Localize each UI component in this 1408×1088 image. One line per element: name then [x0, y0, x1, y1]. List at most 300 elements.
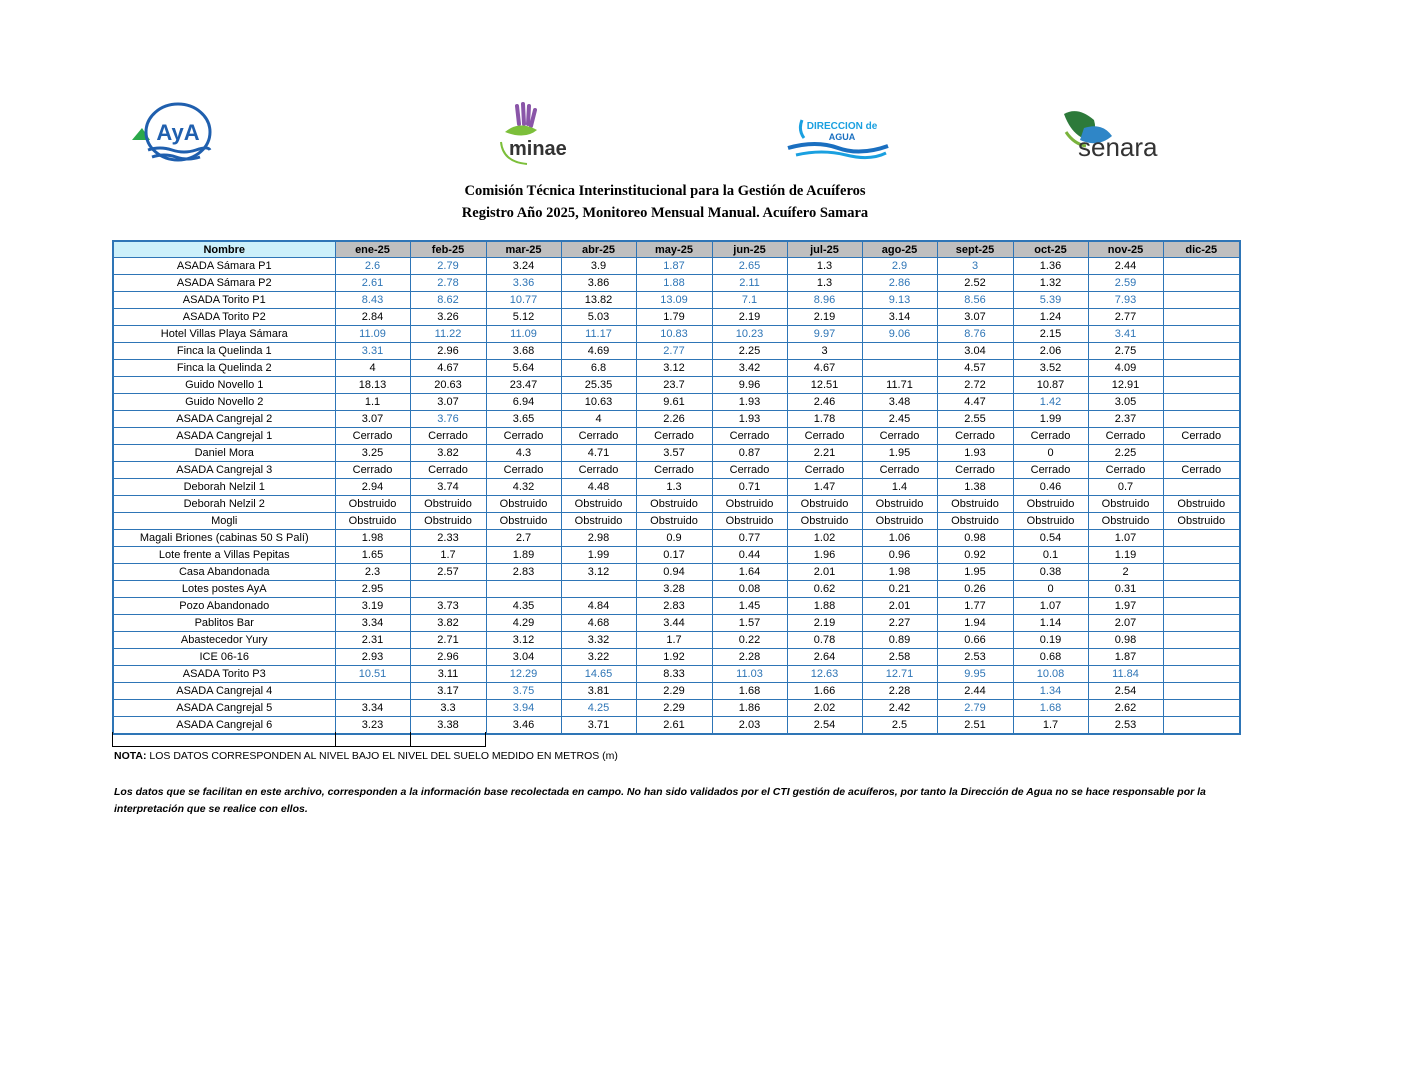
level-value-cell: Cerrado — [862, 462, 937, 479]
level-value-cell: 10.51 — [335, 666, 410, 683]
level-value-cell: 3.44 — [636, 615, 712, 632]
level-value-cell — [1163, 360, 1240, 377]
level-value-cell: 7.93 — [1088, 292, 1163, 309]
level-value-cell: 2.83 — [486, 564, 561, 581]
senara-logo — [1058, 106, 1180, 162]
level-value-cell: 4.09 — [1088, 360, 1163, 377]
note-text: LOS DATOS CORRESPONDEN AL NIVEL BAJO EL NIVEL DEL SUELO MEDIDO EN METROS (m) — [146, 750, 618, 762]
aya-logo-text: AyA — [156, 120, 200, 145]
level-value-cell: Cerrado — [410, 462, 486, 479]
level-value-cell: 4 — [561, 411, 636, 428]
level-value-cell — [1163, 530, 1240, 547]
level-value-cell: 3.05 — [1088, 394, 1163, 411]
level-value-cell: 4.25 — [561, 700, 636, 717]
header-month: ago-25 — [862, 241, 937, 258]
level-value-cell: 2.83 — [636, 598, 712, 615]
level-value-cell: 1.24 — [1013, 309, 1088, 326]
level-value-cell — [1163, 564, 1240, 581]
note — [114, 750, 618, 762]
level-value-cell: 1.38 — [937, 479, 1013, 496]
table-row — [113, 700, 1240, 717]
level-value-cell: 1.86 — [712, 700, 787, 717]
level-value-cell: 0.96 — [862, 547, 937, 564]
level-value-cell: Cerrado — [712, 462, 787, 479]
level-value-cell: 3.81 — [561, 683, 636, 700]
level-value-cell: 5.39 — [1013, 292, 1088, 309]
level-value-cell: Cerrado — [1088, 428, 1163, 445]
table-row — [113, 547, 1240, 564]
level-value-cell: 2.61 — [335, 275, 410, 292]
level-value-cell: Cerrado — [712, 428, 787, 445]
level-value-cell: 1.79 — [636, 309, 712, 326]
level-value-cell: Obstruido — [937, 496, 1013, 513]
level-value-cell: 4.67 — [787, 360, 862, 377]
level-value-cell: Cerrado — [561, 462, 636, 479]
level-value-cell: 6.8 — [561, 360, 636, 377]
well-name-cell: ASADA Sámara P1 — [113, 258, 335, 275]
level-value-cell: 2.59 — [1088, 275, 1163, 292]
level-value-cell: Obstruido — [486, 513, 561, 530]
level-value-cell: Cerrado — [1013, 462, 1088, 479]
level-value-cell: 7.1 — [712, 292, 787, 309]
level-value-cell: 2.54 — [787, 717, 862, 735]
level-value-cell: 3.76 — [410, 411, 486, 428]
level-value-cell: 0.89 — [862, 632, 937, 649]
level-value-cell — [1163, 258, 1240, 275]
table-row — [113, 275, 1240, 292]
level-value-cell: Cerrado — [335, 428, 410, 445]
well-name-cell: ASADA Cangrejal 2 — [113, 411, 335, 428]
level-value-cell: 0.46 — [1013, 479, 1088, 496]
level-value-cell: 2.3 — [335, 564, 410, 581]
level-value-cell: 3.23 — [335, 717, 410, 735]
table-row — [113, 615, 1240, 632]
level-value-cell: 2.79 — [937, 700, 1013, 717]
level-value-cell — [486, 581, 561, 598]
level-value-cell: 1.92 — [636, 649, 712, 666]
level-value-cell — [1163, 632, 1240, 649]
level-value-cell: 1.4 — [862, 479, 937, 496]
level-value-cell: 2.53 — [937, 649, 1013, 666]
level-value-cell: Cerrado — [561, 428, 636, 445]
level-value-cell: 5.12 — [486, 309, 561, 326]
level-value-cell: Cerrado — [335, 462, 410, 479]
level-value-cell: 4.67 — [410, 360, 486, 377]
level-value-cell: 1.45 — [712, 598, 787, 615]
level-value-cell: 3.71 — [561, 717, 636, 735]
level-value-cell: 1.95 — [862, 445, 937, 462]
level-value-cell: 12.63 — [787, 666, 862, 683]
level-value-cell: 2.93 — [335, 649, 410, 666]
well-name-cell: Finca la Quelinda 2 — [113, 360, 335, 377]
level-value-cell — [1163, 411, 1240, 428]
table-row — [113, 496, 1240, 513]
level-value-cell: 2.25 — [1088, 445, 1163, 462]
level-value-cell: 2.58 — [862, 649, 937, 666]
level-value-cell: 11.17 — [561, 326, 636, 343]
level-value-cell: 1.93 — [937, 445, 1013, 462]
level-value-cell — [1163, 394, 1240, 411]
level-value-cell: 3.36 — [486, 275, 561, 292]
level-value-cell: 3.9 — [561, 258, 636, 275]
header-month: jun-25 — [712, 241, 787, 258]
level-value-cell: 1.64 — [712, 564, 787, 581]
level-value-cell: 2.96 — [410, 649, 486, 666]
level-value-cell: 2.33 — [410, 530, 486, 547]
well-name-cell: Finca la Quelinda 1 — [113, 343, 335, 360]
level-value-cell — [1163, 683, 1240, 700]
level-value-cell: 2.98 — [561, 530, 636, 547]
level-value-cell: 4.32 — [486, 479, 561, 496]
well-name-cell: Hotel Villas Playa Sámara — [113, 326, 335, 343]
level-value-cell: 2.31 — [335, 632, 410, 649]
level-value-cell — [1163, 666, 1240, 683]
senara-logo-text: senara — [1078, 132, 1158, 162]
level-value-cell: 11.84 — [1088, 666, 1163, 683]
level-value-cell: 4.35 — [486, 598, 561, 615]
level-value-cell: 1.68 — [712, 683, 787, 700]
level-value-cell: 3.12 — [636, 360, 712, 377]
level-value-cell: Cerrado — [787, 462, 862, 479]
level-value-cell: 3.14 — [862, 309, 937, 326]
level-value-cell: 2.19 — [787, 309, 862, 326]
level-value-cell: 2.01 — [787, 564, 862, 581]
level-value-cell: 4.71 — [561, 445, 636, 462]
level-value-cell: 9.61 — [636, 394, 712, 411]
level-value-cell: 2.11 — [712, 275, 787, 292]
level-value-cell: Cerrado — [1163, 428, 1240, 445]
level-value-cell: 12.51 — [787, 377, 862, 394]
level-value-cell: 0.92 — [937, 547, 1013, 564]
level-value-cell: 0.66 — [937, 632, 1013, 649]
level-value-cell: 0.78 — [787, 632, 862, 649]
level-value-cell: 11.71 — [862, 377, 937, 394]
level-value-cell: 2.96 — [410, 343, 486, 360]
level-value-cell: 2.51 — [937, 717, 1013, 735]
level-value-cell: 3.17 — [410, 683, 486, 700]
level-value-cell: 2.95 — [335, 581, 410, 598]
level-value-cell: Cerrado — [486, 462, 561, 479]
level-value-cell: 2.61 — [636, 717, 712, 735]
header-month: may-25 — [636, 241, 712, 258]
level-value-cell: 4.68 — [561, 615, 636, 632]
level-value-cell: 3.42 — [712, 360, 787, 377]
level-value-cell — [1163, 309, 1240, 326]
level-value-cell: 0.08 — [712, 581, 787, 598]
level-value-cell: 25.35 — [561, 377, 636, 394]
level-value-cell: 4.69 — [561, 343, 636, 360]
table-row — [113, 377, 1240, 394]
level-value-cell: 3.07 — [410, 394, 486, 411]
well-name-cell: Pablitos Bar — [113, 615, 335, 632]
level-value-cell: 2.07 — [1088, 615, 1163, 632]
level-value-cell: 0.68 — [1013, 649, 1088, 666]
table-row — [113, 683, 1240, 700]
direccion-agua-logo-line1: DIRECCION de — [806, 121, 878, 132]
level-value-cell: 11.03 — [712, 666, 787, 683]
level-value-cell: 2.71 — [410, 632, 486, 649]
level-value-cell: 1.94 — [937, 615, 1013, 632]
level-value-cell: 2.44 — [937, 683, 1013, 700]
level-value-cell: 0.17 — [636, 547, 712, 564]
level-value-cell: 10.23 — [712, 326, 787, 343]
well-name-cell: Deborah Nelzil 1 — [113, 479, 335, 496]
table-row — [113, 309, 1240, 326]
level-value-cell: 2.29 — [636, 683, 712, 700]
level-value-cell: 0.7 — [1088, 479, 1163, 496]
minae-logo — [497, 102, 592, 166]
header-nombre: Nombre — [113, 241, 335, 258]
well-name-cell: Deborah Nelzil 2 — [113, 496, 335, 513]
level-value-cell: 3.94 — [486, 700, 561, 717]
table-row — [113, 598, 1240, 615]
level-value-cell: 3.12 — [561, 564, 636, 581]
level-value-cell: 1.14 — [1013, 615, 1088, 632]
level-value-cell: 4.84 — [561, 598, 636, 615]
level-value-cell: 0.87 — [712, 445, 787, 462]
well-name-cell: Casa Abandonada — [113, 564, 335, 581]
level-value-cell: Cerrado — [1013, 428, 1088, 445]
table-row — [113, 649, 1240, 666]
note-label: NOTA: — [114, 750, 147, 762]
level-value-cell: Obstruido — [486, 496, 561, 513]
well-name-cell: Pozo Abandonado — [113, 598, 335, 615]
level-value-cell: Obstruido — [1163, 496, 1240, 513]
level-value-cell: 3.07 — [937, 309, 1013, 326]
level-value-cell: 4.48 — [561, 479, 636, 496]
level-value-cell: 3.52 — [1013, 360, 1088, 377]
level-value-cell: 1.89 — [486, 547, 561, 564]
level-value-cell: 10.83 — [636, 326, 712, 343]
level-value-cell: Obstruido — [410, 513, 486, 530]
level-value-cell: Obstruido — [712, 496, 787, 513]
well-name-cell: Lote frente a Villas Pepitas — [113, 547, 335, 564]
header-month: feb-25 — [410, 241, 486, 258]
level-value-cell: Cerrado — [937, 428, 1013, 445]
level-value-cell: 2.52 — [937, 275, 1013, 292]
level-value-cell: Obstruido — [410, 496, 486, 513]
level-value-cell — [1163, 343, 1240, 360]
level-value-cell: Cerrado — [1163, 462, 1240, 479]
level-value-cell: 23.47 — [486, 377, 561, 394]
level-value-cell: Obstruido — [561, 496, 636, 513]
document-title-line1: Comisión Técnica Interinstitucional para la Gestión de Acuíferos — [464, 183, 866, 199]
level-value-cell: 8.33 — [636, 666, 712, 683]
level-value-cell: Obstruido — [862, 513, 937, 530]
level-value-cell: 1.57 — [712, 615, 787, 632]
level-value-cell: 1.3 — [636, 479, 712, 496]
level-value-cell: 2.62 — [1088, 700, 1163, 717]
level-value-cell: 2.77 — [1088, 309, 1163, 326]
level-value-cell: Obstruido — [787, 513, 862, 530]
table-row — [113, 530, 1240, 547]
level-value-cell: 2.19 — [787, 615, 862, 632]
level-value-cell: Obstruido — [561, 513, 636, 530]
level-value-cell: 1.98 — [335, 530, 410, 547]
level-value-cell: Cerrado — [862, 428, 937, 445]
level-value-cell: 3.86 — [561, 275, 636, 292]
empty-cell — [336, 732, 411, 747]
level-value-cell — [1163, 700, 1240, 717]
level-value-cell: 0.22 — [712, 632, 787, 649]
level-value-cell: 1.07 — [1088, 530, 1163, 547]
level-value-cell: 20.63 — [410, 377, 486, 394]
level-value-cell — [862, 343, 937, 360]
table-row — [113, 343, 1240, 360]
header-month: mar-25 — [486, 241, 561, 258]
level-value-cell: 0.19 — [1013, 632, 1088, 649]
level-value-cell: 14.65 — [561, 666, 636, 683]
table-row — [113, 292, 1240, 309]
level-value-cell: 2.19 — [712, 309, 787, 326]
level-value-cell: 2.46 — [787, 394, 862, 411]
level-value-cell: 11.09 — [486, 326, 561, 343]
level-value-cell: 3.31 — [335, 343, 410, 360]
level-value-cell: 2.86 — [862, 275, 937, 292]
level-value-cell: 2.44 — [1088, 258, 1163, 275]
level-value-cell — [1163, 581, 1240, 598]
level-value-cell — [1163, 275, 1240, 292]
level-value-cell: 0.62 — [787, 581, 862, 598]
level-value-cell — [1163, 479, 1240, 496]
level-value-cell: 2.79 — [410, 258, 486, 275]
level-value-cell: 1.07 — [1013, 598, 1088, 615]
level-value-cell: Obstruido — [335, 496, 410, 513]
monitoring-table-container — [112, 240, 1241, 735]
level-value-cell: 4.29 — [486, 615, 561, 632]
header-month: jul-25 — [787, 241, 862, 258]
well-name-cell: ASADA Cangrejal 4 — [113, 683, 335, 700]
level-value-cell: 1.7 — [410, 547, 486, 564]
level-value-cell: 3.3 — [410, 700, 486, 717]
level-value-cell: 2.01 — [862, 598, 937, 615]
level-value-cell: 2.65 — [712, 258, 787, 275]
level-value-cell: 2.28 — [712, 649, 787, 666]
aya-logo — [130, 102, 215, 164]
level-value-cell: 1.99 — [1013, 411, 1088, 428]
level-value-cell: 2.29 — [636, 700, 712, 717]
level-value-cell: 10.87 — [1013, 377, 1088, 394]
level-value-cell: 1.96 — [787, 547, 862, 564]
level-value-cell: 9.13 — [862, 292, 937, 309]
level-value-cell: 3.04 — [937, 343, 1013, 360]
level-value-cell: 1.47 — [787, 479, 862, 496]
level-value-cell — [561, 581, 636, 598]
level-value-cell: Obstruido — [1013, 496, 1088, 513]
level-value-cell: 3.24 — [486, 258, 561, 275]
level-value-cell: 1.34 — [1013, 683, 1088, 700]
level-value-cell: Obstruido — [1163, 513, 1240, 530]
level-value-cell: 3.26 — [410, 309, 486, 326]
level-value-cell: 2.06 — [1013, 343, 1088, 360]
level-value-cell: 3.04 — [486, 649, 561, 666]
level-value-cell: 9.06 — [862, 326, 937, 343]
level-value-cell: 0.38 — [1013, 564, 1088, 581]
level-value-cell: 2.57 — [410, 564, 486, 581]
header-month: oct-25 — [1013, 241, 1088, 258]
level-value-cell: 1.66 — [787, 683, 862, 700]
level-value-cell: 3.82 — [410, 615, 486, 632]
level-value-cell: 8.96 — [787, 292, 862, 309]
level-value-cell: 1.19 — [1088, 547, 1163, 564]
empty-cell — [112, 732, 336, 747]
level-value-cell: 3 — [787, 343, 862, 360]
level-value-cell: 10.08 — [1013, 666, 1088, 683]
level-value-cell: 2.03 — [712, 717, 787, 735]
level-value-cell: Cerrado — [937, 462, 1013, 479]
level-value-cell: 8.76 — [937, 326, 1013, 343]
level-value-cell: 8.62 — [410, 292, 486, 309]
level-value-cell: 1.95 — [937, 564, 1013, 581]
header-month: dic-25 — [1163, 241, 1240, 258]
level-value-cell: 1.93 — [712, 411, 787, 428]
level-value-cell: 18.13 — [335, 377, 410, 394]
level-value-cell: 2.02 — [787, 700, 862, 717]
level-value-cell: Cerrado — [636, 462, 712, 479]
level-value-cell: 2.72 — [937, 377, 1013, 394]
level-value-cell: 2.77 — [636, 343, 712, 360]
table-row — [113, 462, 1240, 479]
level-value-cell: Obstruido — [937, 513, 1013, 530]
level-value-cell: 0.9 — [636, 530, 712, 547]
monitoring-table — [112, 240, 1241, 735]
level-value-cell: 1.88 — [636, 275, 712, 292]
level-value-cell: 1.36 — [1013, 258, 1088, 275]
well-name-cell: Guido Novello 1 — [113, 377, 335, 394]
empty-cell — [411, 732, 486, 747]
disclaimer: Los datos que se facilitan en este archivo, corresponden a la información base recolectada en campo. No han sido validados por el CTI gestión de acuíferos, por tanto la Dirección de Agua no se hace responsable por la interpretación que se realice con ellos. — [114, 786, 1206, 815]
table-body — [113, 258, 1240, 735]
direccion-agua-logo — [786, 112, 890, 160]
level-value-cell: 9.95 — [937, 666, 1013, 683]
level-value-cell: 11.09 — [335, 326, 410, 343]
level-value-cell: 3.25 — [335, 445, 410, 462]
level-value-cell — [1163, 717, 1240, 735]
level-value-cell: 1.97 — [1088, 598, 1163, 615]
level-value-cell: 0 — [1013, 581, 1088, 598]
level-value-cell — [1163, 598, 1240, 615]
document-title-line2: Registro Año 2025, Monitoreo Mensual Manual. Acuífero Samara — [461, 205, 869, 221]
level-value-cell: 0.21 — [862, 581, 937, 598]
well-name-cell: ASADA Sámara P2 — [113, 275, 335, 292]
level-value-cell: Cerrado — [636, 428, 712, 445]
level-value-cell: 1.88 — [787, 598, 862, 615]
level-value-cell: 2.26 — [636, 411, 712, 428]
table-row — [113, 411, 1240, 428]
level-value-cell: 3.34 — [335, 700, 410, 717]
header-month: ene-25 — [335, 241, 410, 258]
empty-row-fragment — [112, 732, 486, 747]
level-value-cell: 2.55 — [937, 411, 1013, 428]
level-value-cell: 3.82 — [410, 445, 486, 462]
level-value-cell: 3.46 — [486, 717, 561, 735]
level-value-cell: 8.43 — [335, 292, 410, 309]
level-value-cell: 12.29 — [486, 666, 561, 683]
well-name-cell: Lotes postes AyA — [113, 581, 335, 598]
level-value-cell: Obstruido — [1013, 513, 1088, 530]
level-value-cell: 3.34 — [335, 615, 410, 632]
level-value-cell: 2.15 — [1013, 326, 1088, 343]
level-value-cell: 3.73 — [410, 598, 486, 615]
well-name-cell: Guido Novello 2 — [113, 394, 335, 411]
level-value-cell: 3.41 — [1088, 326, 1163, 343]
table-row — [113, 445, 1240, 462]
level-value-cell: Cerrado — [1088, 462, 1163, 479]
level-value-cell: 3.07 — [335, 411, 410, 428]
table-row — [113, 581, 1240, 598]
level-value-cell: 3.28 — [636, 581, 712, 598]
level-value-cell: 8.56 — [937, 292, 1013, 309]
